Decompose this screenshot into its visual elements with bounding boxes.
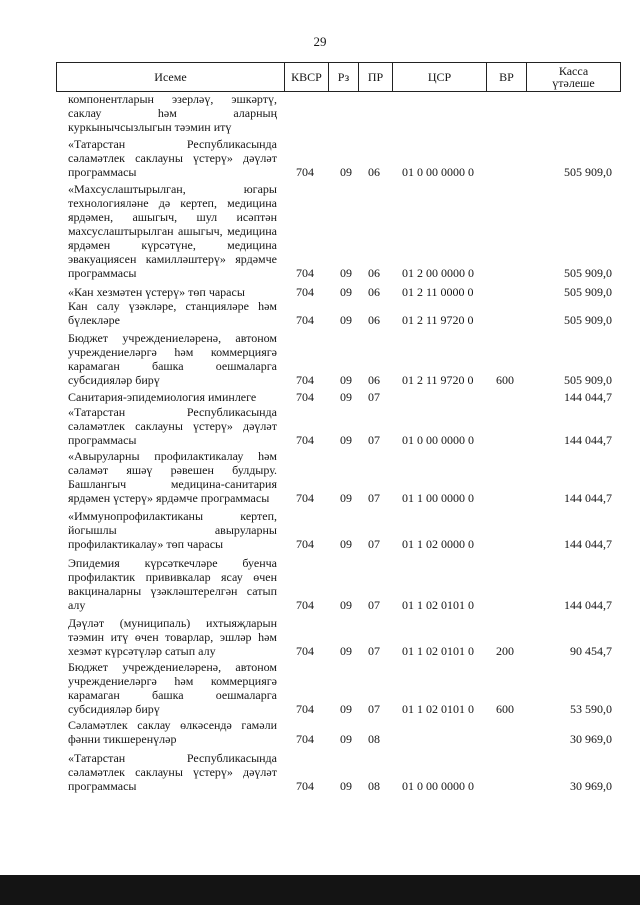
row-name xyxy=(68,405,277,447)
row-name-line: вакциналарны үзәкләштерелгән сатып xyxy=(68,584,277,598)
row-name-line: бүлекләре xyxy=(68,313,120,327)
table-row xyxy=(0,556,640,612)
row-name-line: ярдәмен күрсәтүне, медицина xyxy=(68,238,277,252)
row-name xyxy=(68,449,277,505)
row-pr: 08 xyxy=(368,779,380,793)
row-kassa: 505 909,0 xyxy=(564,266,612,280)
row-kassa: 53 590,0 xyxy=(570,702,612,716)
row-name-line: Бюджет учреждениеләренә, автоном xyxy=(68,660,277,674)
row-rz: 09 xyxy=(340,313,352,327)
row-name xyxy=(68,182,277,280)
row-kvsr: 704 xyxy=(296,165,314,179)
row-pr: 07 xyxy=(368,491,380,505)
row-kvsr: 704 xyxy=(296,491,314,505)
row-kvsr: 704 xyxy=(296,732,314,746)
row-kassa: 90 454,7 xyxy=(570,644,612,658)
row-name-line: Санитария-эпидемиология иминлеге xyxy=(68,390,257,404)
row-name-line: программасы xyxy=(68,266,137,280)
row-kvsr: 704 xyxy=(296,779,314,793)
row-kvsr: 704 xyxy=(296,266,314,280)
row-kassa: 144 044,7 xyxy=(564,537,612,551)
row-csr: 01 1 02 0101 0 xyxy=(402,702,474,716)
row-name-line: карамаган башка оешмаларга xyxy=(68,359,277,373)
table-row xyxy=(0,660,640,716)
row-kvsr: 704 xyxy=(296,433,314,447)
row-csr: 01 1 00 0000 0 xyxy=(402,491,474,505)
row-name-line: махсуслаштырылган ашыгыч, медицина xyxy=(68,224,277,238)
row-name xyxy=(68,509,277,551)
row-name-line: Дәүләт (муниципаль) ихтыяҗларын xyxy=(68,616,277,630)
row-name-line: куркынычсызлыгын тәэмин итү xyxy=(68,120,232,134)
row-name-line: сәламәтлек саклауны үстерү» дәүләт xyxy=(68,419,277,433)
row-name-line: учреждениеләргә һәм коммерциягә xyxy=(68,674,277,688)
row-kassa: 144 044,7 xyxy=(564,390,612,404)
row-csr: 01 1 02 0101 0 xyxy=(402,598,474,612)
row-name-line: программасы xyxy=(68,779,137,793)
row-name-line: сәламәт яшәү рәвешен булдыру. xyxy=(68,463,277,477)
row-csr: 01 0 00 0000 0 xyxy=(402,165,474,179)
row-name xyxy=(68,299,277,327)
row-name-line: Кан салу үзәкләре, станцияләре һәм xyxy=(68,299,277,313)
row-name-line: карамаган башка оешмаларга xyxy=(68,688,277,702)
row-pr: 06 xyxy=(368,266,380,280)
row-name-line: сәламәтлек саклауны үстерү» дәүләт xyxy=(68,765,277,779)
row-kassa: 30 969,0 xyxy=(570,732,612,746)
table-row xyxy=(0,137,640,179)
row-kvsr: 704 xyxy=(296,390,314,404)
header-kvsr: КВСР xyxy=(285,62,329,92)
row-kassa: 505 909,0 xyxy=(564,373,612,387)
row-name-line: ярдәмен үстерү» ярдәмче программасы xyxy=(68,491,270,505)
header-name: Исеме xyxy=(56,62,285,92)
row-rz: 09 xyxy=(340,373,352,387)
page-number: 29 xyxy=(313,34,327,49)
header-kassa: Касса үтәлеше xyxy=(527,62,621,92)
row-name xyxy=(68,751,277,793)
row-name-line: фәнни тикшеренүләр xyxy=(68,732,177,746)
row-rz: 09 xyxy=(340,433,352,447)
row-rz: 09 xyxy=(340,390,352,404)
row-pr: 07 xyxy=(368,644,380,658)
row-pr: 06 xyxy=(368,165,380,179)
row-name-line: хезмәт күрсәтүләр сатып алу xyxy=(68,644,216,658)
row-pr: 06 xyxy=(368,285,380,299)
row-kvsr: 704 xyxy=(296,373,314,387)
row-csr: 01 1 02 0000 0 xyxy=(402,537,474,551)
row-pr: 07 xyxy=(368,433,380,447)
row-rz: 09 xyxy=(340,491,352,505)
table-row xyxy=(0,182,640,280)
row-csr: 01 1 02 0101 0 xyxy=(402,644,474,658)
table-row xyxy=(0,299,640,327)
row-name-line: Эпидемия күрсәткечләре буенча xyxy=(68,556,277,570)
table-row xyxy=(0,751,640,793)
row-name xyxy=(68,718,277,746)
row-name xyxy=(68,285,277,299)
row-kvsr: 704 xyxy=(296,644,314,658)
row-kvsr: 704 xyxy=(296,285,314,299)
table-row xyxy=(0,718,640,746)
row-name-line: субсидияләр бирү xyxy=(68,702,160,716)
row-name-line: «Иммунопрофилактиканы кертеп, xyxy=(68,509,277,523)
row-pr: 07 xyxy=(368,537,380,551)
row-pr: 06 xyxy=(368,373,380,387)
row-name-line: Сәламәтлек саклау өлкәсендә гамәли xyxy=(68,718,277,732)
row-name-line: учреждениеләргә һәм коммерциягә xyxy=(68,345,277,359)
row-vr: 600 xyxy=(496,702,514,716)
row-csr: 01 0 00 0000 0 xyxy=(402,433,474,447)
row-pr: 07 xyxy=(368,598,380,612)
row-name-line: алу xyxy=(68,598,86,612)
header-pr: ПР xyxy=(359,62,393,92)
row-name-line: компонентларын эзерләү, эшкәртү, xyxy=(68,92,277,106)
row-rz: 09 xyxy=(340,165,352,179)
row-pr: 08 xyxy=(368,732,380,746)
row-csr: 01 2 11 9720 0 xyxy=(402,313,474,327)
row-kvsr: 704 xyxy=(296,702,314,716)
row-rz: 09 xyxy=(340,537,352,551)
table-row xyxy=(0,449,640,505)
scan-bottom-strip xyxy=(0,875,640,905)
row-csr: 01 2 00 0000 0 xyxy=(402,266,474,280)
row-name xyxy=(68,660,277,716)
row-name-line: «Кан хезмәтен үстерү» төп чарасы xyxy=(68,285,245,299)
row-name-line: йогышлы авыруларны xyxy=(68,523,277,537)
row-name-line: эвакуациясен камилләштерү» ярдәмче xyxy=(68,252,277,266)
row-kassa: 144 044,7 xyxy=(564,433,612,447)
row-kassa: 144 044,7 xyxy=(564,491,612,505)
row-name xyxy=(68,331,277,387)
row-rz: 09 xyxy=(340,779,352,793)
row-name-line: профилактикалау» төп чарасы xyxy=(68,537,224,551)
row-rz: 09 xyxy=(340,266,352,280)
row-kassa: 144 044,7 xyxy=(564,598,612,612)
row-name xyxy=(68,616,277,658)
row-pr: 06 xyxy=(368,313,380,327)
row-vr: 600 xyxy=(496,373,514,387)
row-vr: 200 xyxy=(496,644,514,658)
row-kvsr: 704 xyxy=(296,313,314,327)
row-name-line: субсидияләр бирү xyxy=(68,373,160,387)
row-name-line: Башлангыч медицина-санитария xyxy=(68,477,277,491)
row-name-line: «Махсуслаштырылган, югары xyxy=(68,182,277,196)
table-row xyxy=(0,616,640,658)
row-kvsr: 704 xyxy=(296,537,314,551)
row-name-line: «Татарстан Республикасында xyxy=(68,137,277,151)
row-name-line: сәламәтлек саклауны үстерү» дәүләт xyxy=(68,151,277,165)
row-name-line: саклау һәм аларның xyxy=(68,106,277,120)
row-name-line: профилактик прививкалар ясау өчен xyxy=(68,570,277,584)
row-name-line: тәэмин итү өчен товарлар, эшләр һәм xyxy=(68,630,277,644)
table-row xyxy=(0,331,640,387)
row-name-line: «Татарстан Республикасында xyxy=(68,405,277,419)
row-name xyxy=(68,92,277,134)
row-rz: 09 xyxy=(340,644,352,658)
row-name xyxy=(68,556,277,612)
row-name-line: ярдәмен, ашыгыч, шул исәптән xyxy=(68,210,277,224)
row-name-line: программасы xyxy=(68,433,137,447)
row-name xyxy=(68,137,277,179)
table-row xyxy=(0,405,640,447)
row-kassa: 505 909,0 xyxy=(564,285,612,299)
table-row xyxy=(0,509,640,551)
table-row xyxy=(0,390,640,404)
row-csr: 01 0 00 0000 0 xyxy=(402,779,474,793)
row-name xyxy=(68,390,277,404)
row-pr: 07 xyxy=(368,702,380,716)
row-kassa: 30 969,0 xyxy=(570,779,612,793)
row-name-line: технологияләне дә кертеп, медицина xyxy=(68,196,277,210)
row-name-line: Бюджет учреждениеләренә, автоном xyxy=(68,331,277,345)
row-rz: 09 xyxy=(340,598,352,612)
row-name-line: программасы xyxy=(68,165,137,179)
table-row xyxy=(0,285,640,299)
row-kassa: 505 909,0 xyxy=(564,313,612,327)
row-pr: 07 xyxy=(368,390,380,404)
header-csr: ЦСР xyxy=(393,62,487,92)
header-vr: ВР xyxy=(487,62,527,92)
row-kvsr: 704 xyxy=(296,598,314,612)
row-kassa: 505 909,0 xyxy=(564,165,612,179)
header-rz: Рз xyxy=(329,62,359,92)
row-rz: 09 xyxy=(340,285,352,299)
row-rz: 09 xyxy=(340,702,352,716)
row-csr: 01 2 11 9720 0 xyxy=(402,373,474,387)
row-name-line: «Авыруларны профилактикалау һәм xyxy=(68,449,277,463)
table-row xyxy=(0,92,640,134)
row-rz: 09 xyxy=(340,732,352,746)
row-csr: 01 2 11 0000 0 xyxy=(402,285,474,299)
row-name-line: «Татарстан Республикасында xyxy=(68,751,277,765)
